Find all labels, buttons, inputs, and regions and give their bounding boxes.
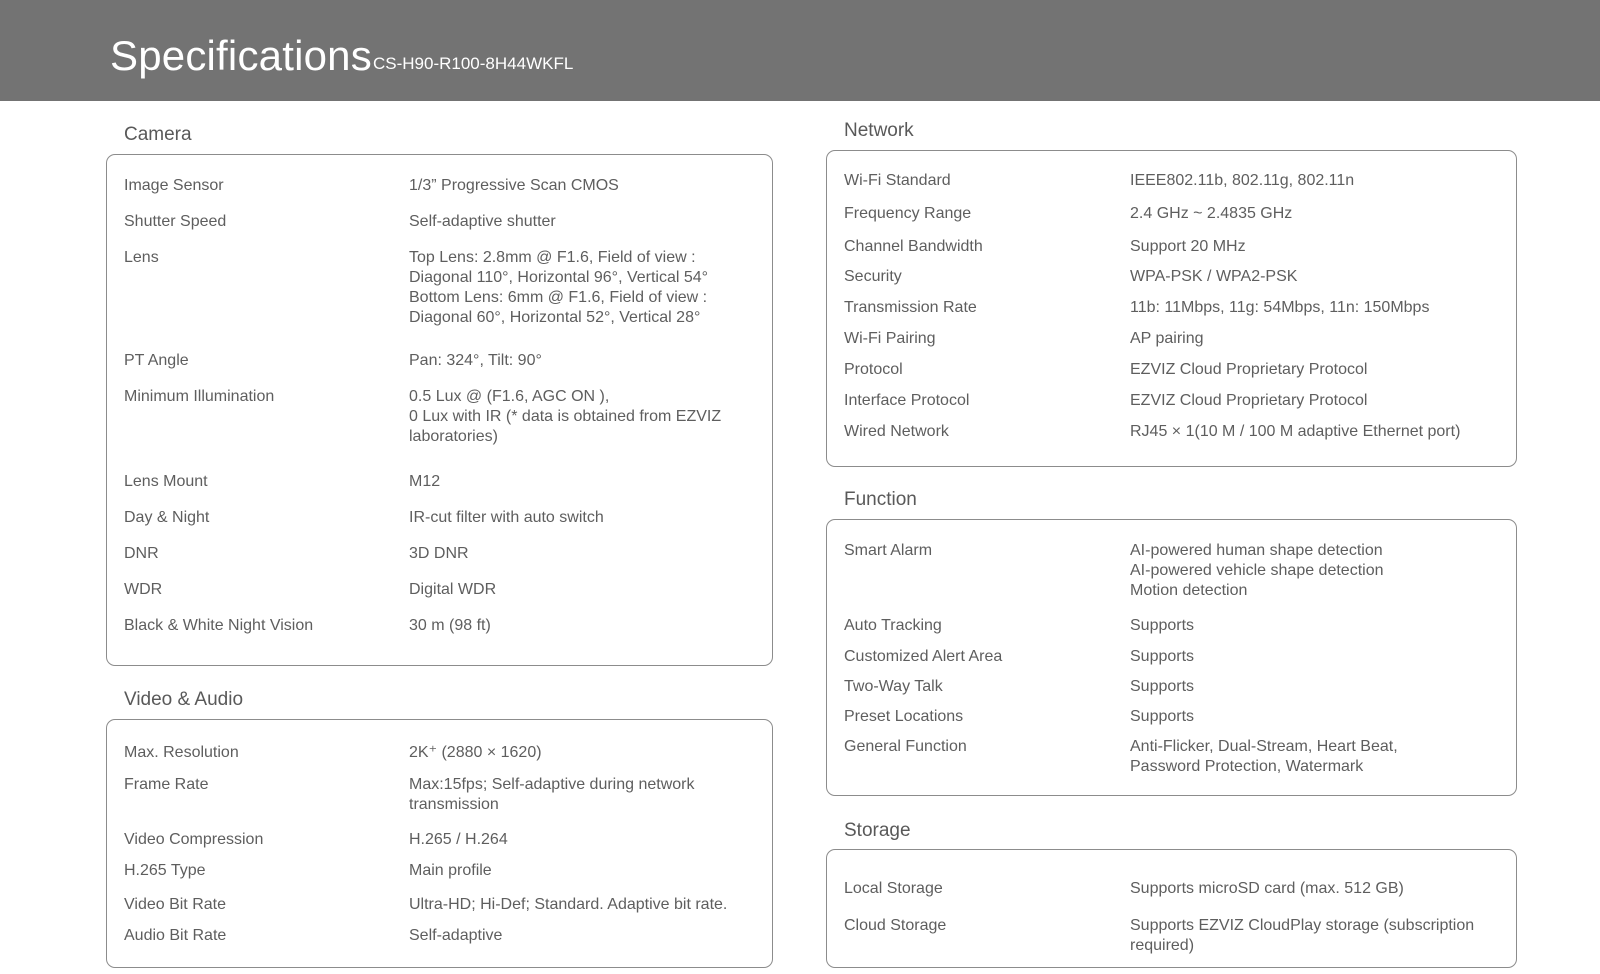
spec-label: Lens Mount [124,473,208,490]
spec-label: Audio Bit Rate [124,927,227,944]
spec-value: 1/3” Progressive Scan CMOS [409,177,619,194]
spec-label: DNR [124,545,159,562]
spec-value: Supports [1130,708,1195,725]
spec-label: Wired Network [844,423,949,440]
spec-label: Interface Protocol [844,392,970,409]
spec-label: Local Storage [844,880,943,897]
spec-label: Channel Bandwidth [844,238,983,255]
spec-label: General Function [844,738,967,755]
spec-label: Auto Tracking [844,617,942,634]
spec-value: Supports [1130,617,1195,634]
spec-value: Main profile [409,862,492,879]
spec-value: Pan: 324°, Tilt: 90° [409,352,542,369]
spec-label: Video Compression [124,831,264,848]
spec-label: Frame Rate [124,776,209,793]
spec-value: WPA-PSK / WPA2-PSK [1130,268,1298,285]
spec-value: Digital WDR [409,581,497,598]
spec-value: Supports EZVIZ CloudPlay storage (subscription required) [1130,917,1475,954]
spec-label: Minimum Illumination [124,388,275,405]
spec-label: Smart Alarm [844,542,933,559]
spec-value: Supports [1130,648,1195,665]
model-number: CS-H90-R100-8H44WKFL [373,54,574,73]
function-spec-box [826,519,1517,796]
spec-label: Shutter Speed [124,213,227,230]
spec-value: EZVIZ Cloud Proprietary Protocol [1130,361,1368,378]
spec-label: Customized Alert Area [844,648,1003,665]
spec-value: 0.5 Lux @ (F1.6, AGC ON ), 0 Lux with IR (* data is obtained from EZVIZ laboratories) [409,388,722,445]
video-audio-spec-box [106,719,773,968]
camera-section-title: Camera [124,124,192,145]
spec-label: Preset Locations [844,708,964,725]
spec-value: 30 m (98 ft) [409,617,491,634]
spec-value: Self-adaptive shutter [409,213,556,230]
spec-value: Anti-Flicker, Dual-Stream, Heart Beat, Password Protection, Watermark [1130,738,1398,775]
spec-value: EZVIZ Cloud Proprietary Protocol [1130,392,1368,409]
spec-label: PT Angle [124,352,189,369]
spec-label: Cloud Storage [844,917,947,934]
spec-value: Self-adaptive [409,927,503,944]
spec-label: Wi-Fi Standard [844,172,951,189]
spec-value: Support 20 MHz [1130,238,1246,255]
storage-section-title: Storage [844,820,911,841]
function-section-title: Function [844,489,917,510]
camera-spec-box [106,154,773,666]
spec-label: Day & Night [124,509,210,526]
spec-value: 2.4 GHz ~ 2.4835 GHz [1130,205,1293,222]
page-title: Specifications [110,32,372,79]
video-audio-section-title: Video & Audio [124,689,244,710]
page-header [0,0,1600,101]
spec-label: Transmission Rate [844,299,977,316]
spec-value: RJ45 × 1(10 M / 100 M adaptive Ethernet port) [1130,423,1461,440]
spec-value: Supports microSD card (max. 512 GB) [1130,880,1404,897]
spec-label: H.265 Type [124,862,206,879]
network-section-title: Network [844,120,914,141]
spec-value: AP pairing [1130,330,1204,347]
spec-label: WDR [124,581,163,598]
spec-value: 2K⁺ (2880 × 1620) [409,744,542,761]
spec-label: Frequency Range [844,205,972,222]
spec-value: 3D DNR [409,545,469,562]
spec-label: Black & White Night Vision [124,617,314,634]
spec-label: Two-Way Talk [844,678,943,695]
spec-label: Lens [124,249,159,266]
spec-label: Security [844,268,902,285]
spec-value: Max:15fps; Self-adaptive during network transmission [409,776,695,813]
spec-value: M12 [409,473,441,490]
spec-label: Image Sensor [124,177,224,194]
spec-value: IR-cut filter with auto switch [409,509,604,526]
spec-label: Max. Resolution [124,744,239,761]
spec-label: Wi-Fi Pairing [844,330,936,347]
spec-label: Video Bit Rate [124,896,226,913]
spec-value: Ultra-HD; Hi-Def; Standard. Adaptive bit rate. [409,896,728,913]
spec-value: Supports [1130,678,1195,695]
spec-value: H.265 / H.264 [409,831,508,848]
network-spec-box [826,150,1517,467]
spec-value: Top Lens: 2.8mm @ F1.6, Field of view : Diagonal 110°, Horizontal 96°, Vertical 54° Bottom Lens: 6mm @ F1.6, Field of view : Diagonal 60°, Horizontal 52°, Vertical 28° [409,249,709,326]
spec-label: Protocol [844,361,903,378]
spec-value: IEEE802.11b, 802.11g, 802.11n [1130,172,1355,189]
storage-spec-box [826,849,1517,968]
spec-value: 11b: 11Mbps, 11g: 54Mbps, 11n: 150Mbps [1130,299,1430,316]
spec-value: AI-powered human shape detection AI-powered vehicle shape detection Motion detection [1130,542,1384,599]
